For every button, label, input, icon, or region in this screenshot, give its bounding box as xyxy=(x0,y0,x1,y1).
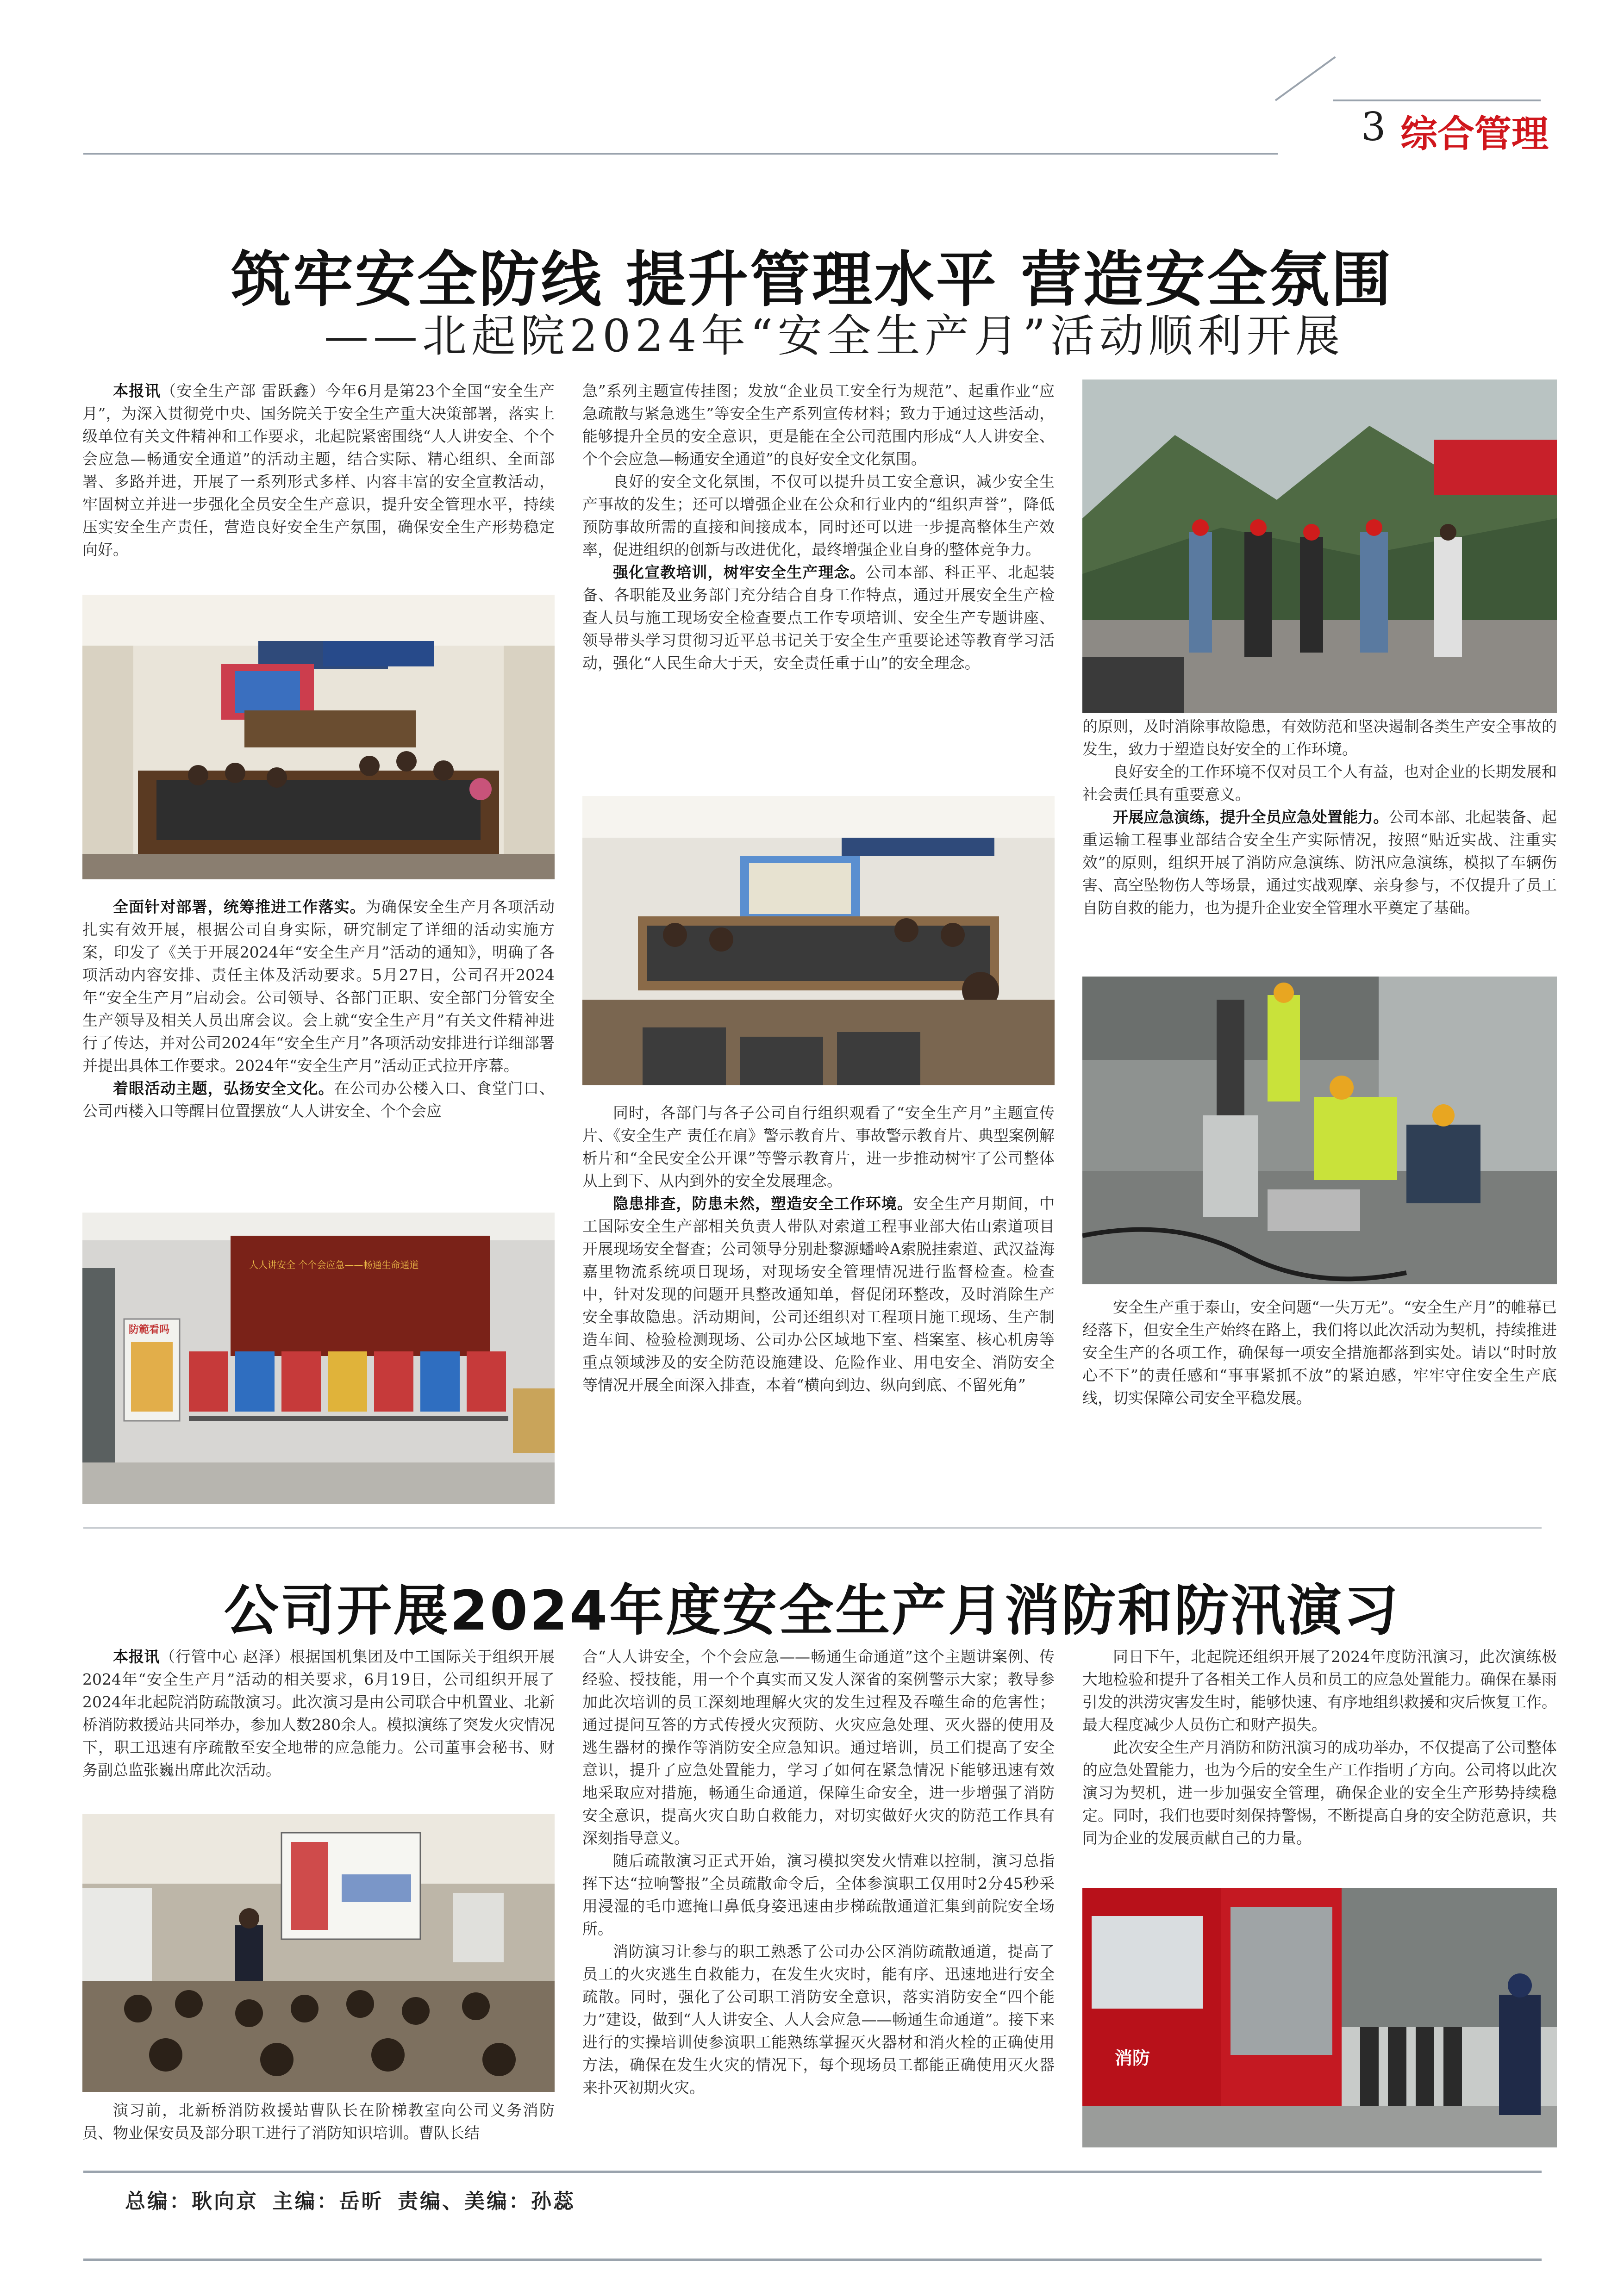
footer-rule-bottom xyxy=(83,2259,1542,2261)
page-number: 3 xyxy=(1361,104,1386,149)
article1-col2-p2-text: 公司本部、科正平、北起装备、各职能及业务部门充分结合自身工作特点，通过开展安全生产检查人员与施工现场安全检查要点工作专项培训、安全生产专题讲座、领导带头学习贯彻习近平总书记关于安全生产重要论述等教育学习活动，强化“人民生命大于天，安全责任重于山”的安全理念。 xyxy=(582,563,1055,672)
rescue-drill-photo xyxy=(1082,977,1557,1284)
lobby-display-photo xyxy=(82,1213,555,1504)
article1-p2-text: 在公司办公楼入口、食堂门口、公司西楼入口等醒目位置摆放“人人讲安全、个个会应 xyxy=(82,1079,555,1120)
footer-rule xyxy=(83,2171,1542,2173)
fire-truck-drill-photo xyxy=(1082,1888,1557,2147)
article1-col3-p0: 的原则，及时消除事故隐患，有效防范和坚决遏制各类生产安全事故的发生，致力于塑造良好安全的工作环境。 xyxy=(1082,717,1557,758)
header-rule-slant xyxy=(1275,56,1336,101)
article1-col2-p2-head: 强化宣教培训，树牢安全生产理念。 xyxy=(613,563,866,581)
article2-col1-intro xyxy=(82,1645,555,1781)
article1-intro-text: 今年6月是第23个全国“安全生产月”，为深入贯彻党中央、国务院关于安全生产重大决策部署，落实上级单位有关文件精神和工作要求，北起院紧密围绕“人人讲安全、个个会应急—畅通安全通道”的活动主题，结合实际、精心组织、全面部署、多路并进，开展了一系列形式多样、内容丰富的安全宣教活动，牢固树立并进一步强化全员安全生产意识，提升安全管理水平，持续压实安全生产责任，营造良好安全生产氛围，确保安全生产形势稳定向好。 xyxy=(82,382,555,559)
article1-col2-p0: 急”系列主题宣传挂图；发放“企业员工安全行为规范”、起重作业“应急疏散与紧急逃生”等安全生产系列宣传材料；致力于通过这些活动，能够提升全员的安全意识，更是能在全公司范围内形成“人人讲安全、个个会应急—畅通安全通道”的良好安全文化氛围。 xyxy=(582,382,1055,468)
article1-col2-p4-text: 安全生产月期间，中工国际安全生产部相关负责人带队对索道工程事业部大佑山索道项目开展现场安全督查；公司领导分别赴黎源蟠岭A索脱挂索道、武汉益海嘉里物流系统项目现场，对现场安全管理情况进行监督检查。检查中，针对发现的问题开具整改通知单，督促闭环整改，及时消除生产安全事故隐患。活动期间，公司还组织对工程项目施工现场、生产制造车间、检验检测现场、公司办公区域地下室、档案室、核心机房等重点领域涉及的安全防范设施建设、危险作业、用电安全、消防安全等情况开展全面深入排查，本着“横向到边、纵向到底、不留死角” xyxy=(582,1195,1055,1394)
article1-col2-bottom xyxy=(582,1101,1055,1396)
conference-photo xyxy=(582,796,1055,1085)
article2-intro-text: 根据国机集团及中工国际关于组织开展2024年“安全生产月”活动的相关要求，6月19日，公司组织开展了2024年北起院消防疏散演习。此次演习是由公司联合中机置业、北新桥消防救援站共同举办，参加人数280余人。模拟演练了突发火灾情况下，职工迅速有序疏散至安全地带的应急能力。公司董事会秘书、财务副总监张巍出席此次活动。 xyxy=(82,1648,555,1779)
article2-col2 xyxy=(582,1645,1055,2099)
article1-col3-p2-text: 公司本部、北起装备、起重运输工程事业部结合安全生产实际情况，按照“贴近实战、注重实效”的原则，组织开展了消防应急演练、防汛应急演练，模拟了车辆伤害、高空坠物伤人等场景，通过实战观摩、亲身参与，不仅提升了员工自防自救的能力，也为提升企业安全管理水平奠定了基础。 xyxy=(1082,808,1557,917)
article2-col2-p1: 随后疏散演习正式开始，演习模拟突发火情难以控制，演习总指挥下达“拉响警报”全员疏散命令后，全体参演职工仅用时2分45秒采用浸湿的毛巾遮掩口鼻低身姿迅速由步梯疏散通道汇集到前院安全场所。 xyxy=(582,1852,1055,1938)
mountain-site-photo xyxy=(1082,380,1557,713)
article2-col3-p1: 此次安全生产月消防和防汛演习的成功举办，不仅提高了公司整体的应急处置能力，也为今后的安全生产工作指明了方向。公司将以此次演习为契机，进一步加强安全管理，确保企业的安全生产形势持续稳定。同时，我们也要时刻保持警惕，不断提高自身的安全防范意识，共同为企业的发展贡献自己的力量。 xyxy=(1082,1738,1557,1847)
meeting-room-photo xyxy=(82,595,555,879)
article1-col2-p3: 同时，各部门与各子公司自行组织观看了“安全生产月”主题宣传片、《安全生产 责任在肩》警示教育片、事故警示教育片、典型案例解析片和“全民安全公开课”等警示教育片，进一步推动树牢了公司整体从上到下、从内到外的安全发展理念。 xyxy=(582,1104,1055,1190)
article1-byline: 本报讯 xyxy=(113,382,161,400)
article-divider xyxy=(83,1527,1542,1529)
article1-headline: 筑牢安全防线 提升管理水平 营造安全氛围 xyxy=(231,244,1393,315)
banner-text: 人人讲安全 个个会应急——畅通生命通道 xyxy=(249,1259,419,1270)
fire-training-classroom-photo xyxy=(82,1814,555,2092)
article1-subheadline: ——北起院2024年“安全生产月”活动顺利开展 xyxy=(324,310,1345,362)
article2-col2-p0: 合“人人讲安全，个个会应急——畅通生命通道”这个主题讲案例、传经验、授技能，用一个个真实而又发人深省的案例警示大家；教导参加此次培训的员工深刻地理解火灾的发生过程及吞噬生命的危害性；通过提问互答的方式传授火灾预防、火灾应急处理、灭火器的使用及逃生器材的操作等消防安全应急知识。通过培训，员工们提高了安全意识，提升了应急处置能力，学习了如何在紧急情况下能够迅速有效地采取应对措施，畅通生命通道，保障生命安全，进一步增强了消防安全意识，提高火灾自助自救能力，对切实做好火灾的防范工作具有深刻指导意义。 xyxy=(582,1648,1055,1847)
board-text: 防範看吗 xyxy=(129,1324,170,1336)
section-title: 综合管理 xyxy=(1400,112,1549,156)
header-rule-top xyxy=(1333,100,1541,101)
article1-byline-source: （安全生产部 雷跃鑫） xyxy=(161,382,325,400)
article1-col1-intro xyxy=(82,380,555,561)
article1-col2-top xyxy=(582,380,1055,674)
editorial-credits: 总编：耿向京 主编：岳昕 责编、美编：孙蕊 xyxy=(125,2190,575,2213)
article2-headline: 公司开展2024年度安全生产月消防和防汛演习 xyxy=(224,1579,1400,1643)
article2-p1: 演习前，北新桥消防救援站曹队长在阶梯教室向公司义务消防员、物业保安员及部分职工进行了消防知识培训。曹队长结 xyxy=(82,2101,555,2142)
article1-col1-body xyxy=(82,896,555,1122)
article1-col3-top xyxy=(1082,715,1557,919)
article2-col2-p2: 消防演习让参与的职工熟悉了公司办公区消防疏散通道，提高了员工的火灾逃生自救能力，在发生火灾时，能有序、迅速地进行安全疏散。同时，强化了公司职工消防安全意识，落实消防安全“四个能力”建设，做到“人人讲安全、人人会应急——畅通生命通道”。接下来进行的实操培训使参演职工能熟练掌握灭火器材和消火栓的正确使用方法，确保在发生火灾的情况下，每个现场员工都能正确使用灭火器来扑灭初期火灾。 xyxy=(582,1942,1055,2097)
article1-col3-p1: 良好安全的工作环境不仅对员工个人有益，也对企业的长期发展和社会责任具有重要意义。 xyxy=(1082,763,1557,803)
article2-byline: 本报讯 xyxy=(113,1648,160,1666)
article1-col2-p1: 良好的安全文化氛围，不仅可以提升员工安全意识，减少安全生产事故的发生；还可以增强企业在公众和行业内的“组织声誉”，降低预防事故所需的直接和间接成本，同时还可以进一步提高整体生产效率，促进组织的创新与改进优化，最终增强企业自身的整体竞争力。 xyxy=(582,473,1055,559)
article1-col3-p2-head: 开展应急演练，提升全员应急处置能力。 xyxy=(1113,808,1389,826)
article2-col3 xyxy=(1082,1645,1557,1849)
article1-p1-head: 全面针对部署，统筹推进工作落实。 xyxy=(113,898,366,916)
article2-byline-source: （行管中心 赵泽） xyxy=(160,1648,290,1666)
article1-p1-text: 为确保安全生产月各项活动扎实有效开展，根据公司自身实际，研究制定了详细的活动实施方案，印发了《关于开展2024年“安全生产月”活动的通知》，明确了各项活动内容安排、责任主体及活动要求。5月27日，公司召开2024年“安全生产月”启动会。公司领导、各部门正职、安全部门分管安全生产领导及相关人员出席会议。会上就“安全生产月”有关文件精神进行了传达，并对公司2024年“安全生产月”各项活动安排进行详细部署并提出具体工作要求。2024年“安全生产月”活动正式拉开序幕。 xyxy=(82,898,555,1075)
article1-col3-p3: 安全生产重于泰山，安全问题“一失万无”。“安全生产月”的帷幕已经落下，但安全生产始终在路上，我们将以此次活动为契机，持续推进安全生产的各项工作，确保每一项安全措施都落到实处。请以“时时放心不下”的责任感和“事事紧抓不放”的紧迫感，牢牢守住安全生产底线，切实保障公司安全平稳发展。 xyxy=(1082,1298,1557,1407)
article1-p2-head: 着眼活动主题，弘扬安全文化。 xyxy=(113,1079,334,1097)
article2-col1-body xyxy=(82,2099,555,2144)
article1-col2-p4-head: 隐患排查，防患未然，塑造安全工作环境。 xyxy=(613,1195,913,1213)
article2-col3-p0: 同日下午，北起院还组织开展了2024年度防汛演习，此次演练极大地检验和提升了各相关工作人员和员工的应急处置能力。确保在暴雨引发的洪涝灾害发生时，能够快速、有序地组织救援和灾后恢复工作。最大程度减少人员伤亡和财产损失。 xyxy=(1082,1648,1557,1734)
header-rule xyxy=(83,153,1278,155)
article1-col3-bottom xyxy=(1082,1296,1557,1409)
fire-truck-label: 消防 xyxy=(1115,2048,1150,2068)
